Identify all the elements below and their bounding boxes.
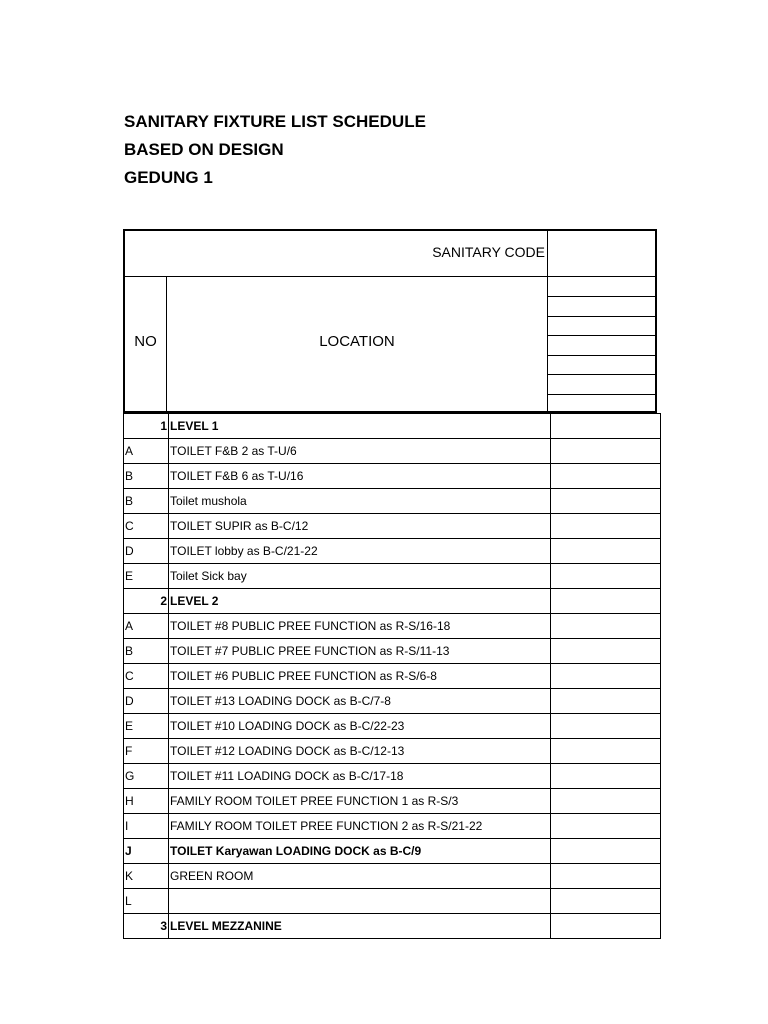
code-subheader-cells: [548, 277, 655, 413]
no-header-cell: [125, 277, 167, 413]
sanitary-code-header: SANITARY CODE: [432, 244, 545, 260]
location-cell: FAMILY ROOM TOILET PREE FUNCTION 1 as R-S/3: [169, 789, 551, 814]
sanitary-code-cell: [551, 714, 661, 739]
table-row: [124, 689, 661, 714]
row-number-cell: C: [124, 664, 169, 689]
location-cell: LEVEL MEZZANINE: [169, 914, 551, 939]
document-title-block: [124, 110, 426, 194]
row-number-cell: 1: [124, 414, 169, 439]
sanitary-code-cell: [551, 614, 661, 639]
sanitary-code-cell: [551, 764, 661, 789]
location-cell: TOILET SUPIR as B-C/12: [169, 514, 551, 539]
table-row: [124, 864, 661, 889]
code-header-blank-cell: [548, 231, 655, 277]
no-header: NO: [134, 333, 157, 350]
subheader-divider: [548, 355, 655, 356]
location-cell: TOILET #8 PUBLIC PREE FUNCTION as R-S/16-18: [169, 614, 551, 639]
building-name: GEDUNG 1: [124, 168, 213, 187]
row-number-cell: L: [124, 889, 169, 914]
subheader-divider: [548, 374, 655, 375]
location-cell: Toilet Sick bay: [169, 564, 551, 589]
sanitary-code-cell: [551, 914, 661, 939]
table-row: [124, 764, 661, 789]
sanitary-code-cell: [551, 864, 661, 889]
sanitary-code-cell: [551, 664, 661, 689]
location-cell: TOILET #10 LOADING DOCK as B-C/22-23: [169, 714, 551, 739]
location-cell: TOILET F&B 6 as T-U/16: [169, 464, 551, 489]
row-number-cell: F: [124, 739, 169, 764]
table-row: [124, 814, 661, 839]
table-row: [124, 789, 661, 814]
row-number-cell: C: [124, 514, 169, 539]
level-row: [124, 914, 661, 939]
subheader-divider: [548, 296, 655, 297]
location-cell: TOILET #11 LOADING DOCK as B-C/17-18: [169, 764, 551, 789]
location-cell: [169, 889, 551, 914]
location-cell: TOILET lobby as B-C/21-22: [169, 539, 551, 564]
row-number-cell: B: [124, 489, 169, 514]
table-row: [124, 664, 661, 689]
sanitary-code-cell: [551, 639, 661, 664]
location-cell: TOILET Karyawan LOADING DOCK as B-C/9: [169, 839, 551, 864]
subheader-divider: [548, 316, 655, 317]
table-row: [124, 439, 661, 464]
row-number-cell: 3: [124, 914, 169, 939]
sanitary-code-cell: [551, 814, 661, 839]
table-row: [124, 564, 661, 589]
sanitary-code-cell: [551, 739, 661, 764]
table-row: [124, 889, 661, 914]
table-row: [124, 514, 661, 539]
sanitary-code-cell: [551, 889, 661, 914]
subheader-divider: [548, 394, 655, 395]
sanitary-code-cell: [551, 689, 661, 714]
table-row: [124, 739, 661, 764]
row-number-cell: B: [124, 464, 169, 489]
location-cell: FAMILY ROOM TOILET PREE FUNCTION 2 as R-S/21-22: [169, 814, 551, 839]
sanitary-code-cell: [551, 539, 661, 564]
row-number-cell: I: [124, 814, 169, 839]
sanitary-code-header-cell: [125, 231, 548, 277]
table-row: [124, 614, 661, 639]
row-number-cell: J: [124, 839, 169, 864]
row-number-cell: E: [124, 714, 169, 739]
row-number-cell: A: [124, 614, 169, 639]
row-number-cell: G: [124, 764, 169, 789]
row-number-cell: 2: [124, 589, 169, 614]
table-header: [123, 229, 657, 413]
document-subtitle: BASED ON DESIGN: [124, 140, 284, 159]
location-cell: LEVEL 1: [169, 414, 551, 439]
location-cell: Toilet mushola: [169, 489, 551, 514]
sanitary-code-cell: [551, 464, 661, 489]
document-title: SANITARY FIXTURE LIST SCHEDULE: [124, 112, 426, 131]
location-cell: TOILET #6 PUBLIC PREE FUNCTION as R-S/6-8: [169, 664, 551, 689]
location-cell: LEVEL 2: [169, 589, 551, 614]
row-number-cell: D: [124, 539, 169, 564]
fixture-rows: [123, 413, 661, 939]
location-cell: TOILET #7 PUBLIC PREE FUNCTION as R-S/11-13: [169, 639, 551, 664]
table-row: [124, 464, 661, 489]
location-header-cell: [167, 277, 548, 413]
table-row: [124, 639, 661, 664]
location-cell: TOILET F&B 2 as T-U/6: [169, 439, 551, 464]
location-cell: TOILET #13 LOADING DOCK as B-C/7-8: [169, 689, 551, 714]
row-number-cell: H: [124, 789, 169, 814]
sanitary-code-cell: [551, 439, 661, 464]
row-number-cell: K: [124, 864, 169, 889]
sanitary-code-cell: [551, 564, 661, 589]
sanitary-code-cell: [551, 514, 661, 539]
row-number-cell: B: [124, 639, 169, 664]
sanitary-code-cell: [551, 414, 661, 439]
table-row: [124, 539, 661, 564]
location-cell: GREEN ROOM: [169, 864, 551, 889]
table-row: [124, 489, 661, 514]
row-number-cell: D: [124, 689, 169, 714]
table-row: [124, 714, 661, 739]
sanitary-code-cell: [551, 839, 661, 864]
row-number-cell: A: [124, 439, 169, 464]
location-header: LOCATION: [319, 333, 395, 350]
row-number-cell: E: [124, 564, 169, 589]
fixture-schedule-table: [123, 229, 657, 939]
level-row: [124, 414, 661, 439]
level-row: [124, 589, 661, 614]
subheader-divider: [548, 335, 655, 336]
sanitary-code-cell: [551, 489, 661, 514]
sanitary-code-cell: [551, 789, 661, 814]
table-row: [124, 839, 661, 864]
location-cell: TOILET #12 LOADING DOCK as B-C/12-13: [169, 739, 551, 764]
sanitary-code-cell: [551, 589, 661, 614]
